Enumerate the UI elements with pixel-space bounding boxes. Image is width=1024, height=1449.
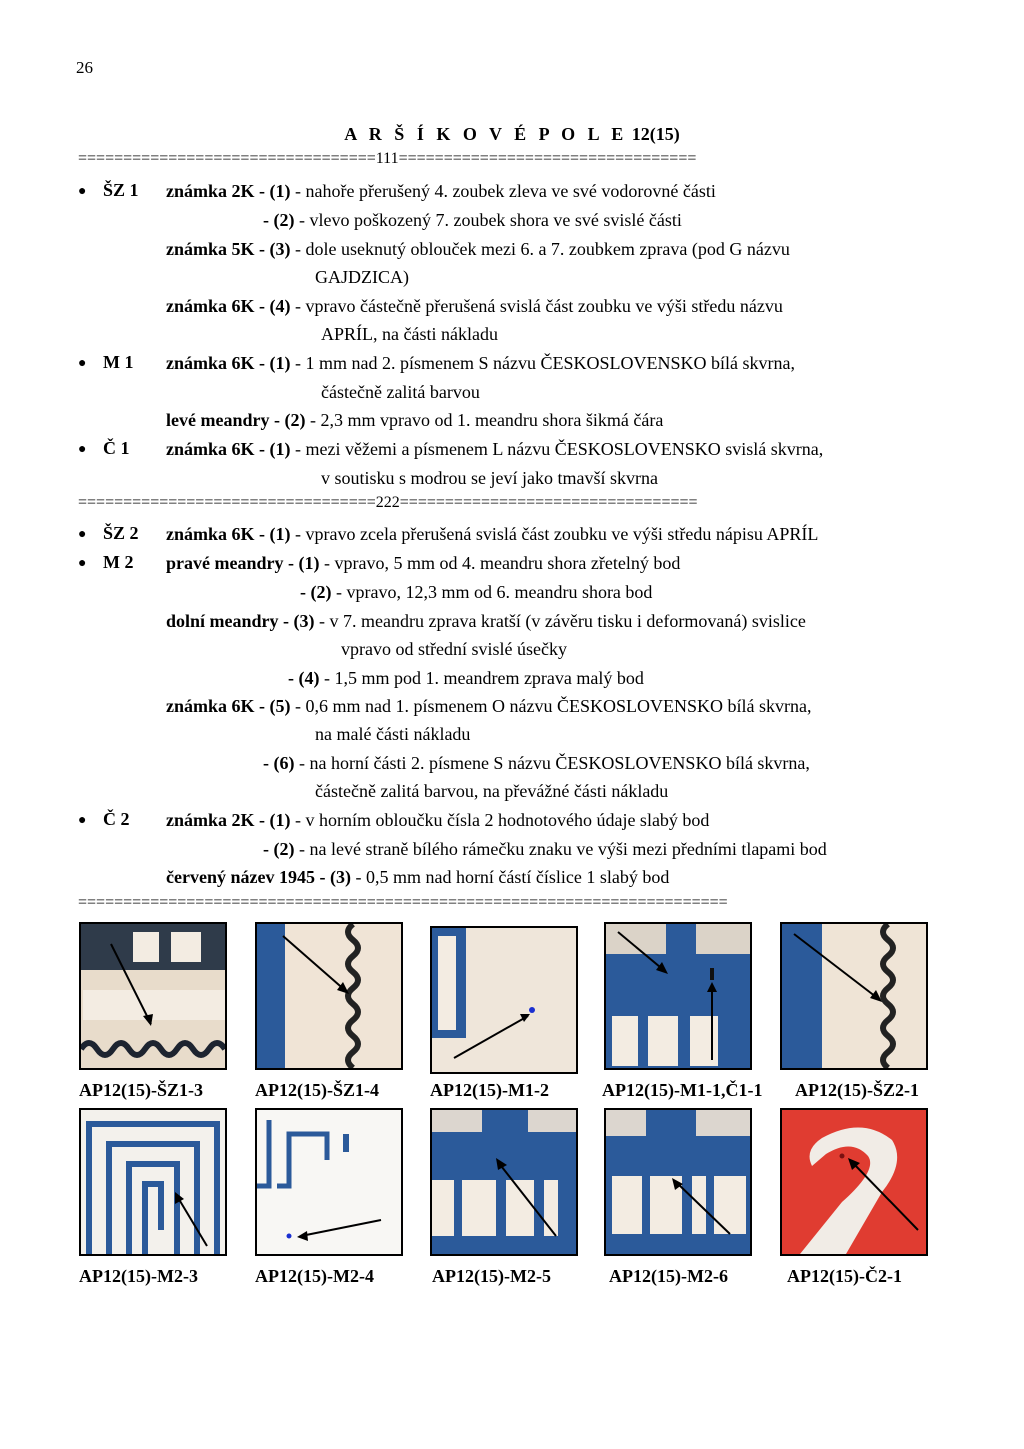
stamp-detail-image: [780, 922, 928, 1070]
entry-line: dolní meandry - (3) - v 7. meandru zprava kratší (v závěru tisku i deformovaná) svislice: [166, 611, 806, 631]
entry-line: známka 5K - (3) - dole useknutý oblouček mezi 6. a 7. zoubkem zprava (pod G názvu: [166, 239, 790, 259]
entry-line: GAJDZICA): [315, 267, 409, 287]
entry-line: červený název 1945 - (3) - 0,5 mm nad horní částí číslice 1 slabý bod: [166, 867, 670, 887]
image-caption: AP12(15)-ŠZ1-3: [79, 1080, 203, 1100]
separator-end: ========================================================================: [78, 896, 728, 910]
stamp-detail-image: [780, 1108, 928, 1256]
stamp-detail-image: [79, 1108, 227, 1256]
entry-line: částečně zalitá barvou: [321, 382, 480, 402]
bullet-icon: ●: [78, 556, 87, 571]
page-title: [0, 124, 1024, 145]
image-caption: AP12(15)-M2-6: [609, 1266, 728, 1286]
entry-line: v soutisku s modrou se jeví jako tmavší skvrna: [321, 468, 658, 488]
title-number: 12(15): [631, 124, 680, 144]
image-caption: AP12(15)-M2-4: [255, 1266, 374, 1286]
stamp-detail-image: [255, 1108, 403, 1256]
image-caption: AP12(15)-M1-1,Č1-1: [602, 1080, 763, 1100]
entry-line: známka 6K - (4) - vpravo částečně přerušená svislá část zoubku ve výši středu názvu: [166, 296, 783, 316]
entry-line: - (4) - 1,5 mm pod 1. meandrem zprava malý bod: [288, 668, 644, 688]
separator-222: =================================222=================================: [78, 496, 698, 510]
entry-line: - (2) - vpravo, 12,3 mm od 6. meandru shora bod: [300, 582, 653, 602]
entry-line: známka 6K - (1) - mezi věžemi a písmenem L názvu ČESKOSLOVENSKO svislá skvrna,: [166, 439, 824, 459]
entry-code-c1: Č 1: [103, 438, 130, 458]
image-caption: AP12(15)-ŠZ1-4: [255, 1080, 379, 1100]
entry-line: vpravo od střední svislé úsečky: [341, 639, 567, 659]
bullet-icon: ●: [78, 356, 87, 371]
stamp-detail-image: [604, 922, 752, 1070]
bullet-icon: ●: [78, 442, 87, 457]
entry-line: známka 6K - (1) - vpravo zcela přerušená svislá část zoubku ve výši středu nápisu APRÍL: [166, 524, 819, 544]
entry-line: pravé meandry - (1) - vpravo, 5 mm od 4. meandru shora zřetelný bod: [166, 553, 681, 573]
title-text: A R Š Í K O V É P O L E: [344, 124, 628, 144]
bullet-icon: ●: [78, 813, 87, 828]
entry-line: známka 2K - (1) - nahoře přerušený 4. zoubek zleva ve své vodorovné části: [166, 181, 716, 201]
entry-code-c2: Č 2: [103, 809, 130, 829]
entry-line: známka 6K - (1) - 1 mm nad 2. písmenem S názvu ČESKOSLOVENSKO bílá skvrna,: [166, 353, 795, 373]
stamp-detail-image: [255, 922, 403, 1070]
entry-line: známka 6K - (5) - 0,6 mm nad 1. písmenem O názvu ČESKOSLOVENSKO bílá skvrna,: [166, 696, 812, 716]
bullet-icon: ●: [78, 184, 87, 199]
entry-code-m2: M 2: [103, 552, 134, 572]
entry-line: - (2) - na levé straně bílého rámečku znaku ve výši mezi předními tlapami bod: [263, 839, 827, 859]
bullet-icon: ●: [78, 527, 87, 542]
separator-111: =================================111=================================: [78, 152, 697, 166]
image-caption: AP12(15)-Č2-1: [787, 1266, 902, 1286]
stamp-detail-image: [604, 1108, 752, 1256]
entry-code-m1: M 1: [103, 352, 134, 372]
entry-line: - (6) - na horní části 2. písmene S názvu ČESKOSLOVENSKO bílá skvrna,: [263, 753, 810, 773]
stamp-detail-image: [430, 1108, 578, 1256]
stamp-detail-image: [79, 922, 227, 1070]
entry-code-sz1: ŠZ 1: [103, 180, 139, 200]
image-caption: AP12(15)-M1-2: [430, 1080, 549, 1100]
image-caption: AP12(15)-ŠZ2-1: [795, 1080, 919, 1100]
entry-line: známka 2K - (1) - v horním obloučku čísla 2 hodnotového údaje slabý bod: [166, 810, 710, 830]
entry-code-sz2: ŠZ 2: [103, 523, 139, 543]
entry-line: - (2) - vlevo poškozený 7. zoubek shora ve své svislé části: [263, 210, 682, 230]
stamp-detail-image: [430, 926, 578, 1074]
entry-line: částečně zalitá barvou, na převážné části nákladu: [315, 781, 669, 801]
page-number: 26: [76, 58, 93, 77]
entry-line: APRÍL, na části nákladu: [321, 324, 498, 344]
image-caption: AP12(15)-M2-5: [432, 1266, 551, 1286]
entry-line: na malé části nákladu: [315, 724, 471, 744]
image-caption: AP12(15)-M2-3: [79, 1266, 198, 1286]
entry-line: levé meandry - (2) - 2,3 mm vpravo od 1. meandru shora šikmá čára: [166, 410, 664, 430]
